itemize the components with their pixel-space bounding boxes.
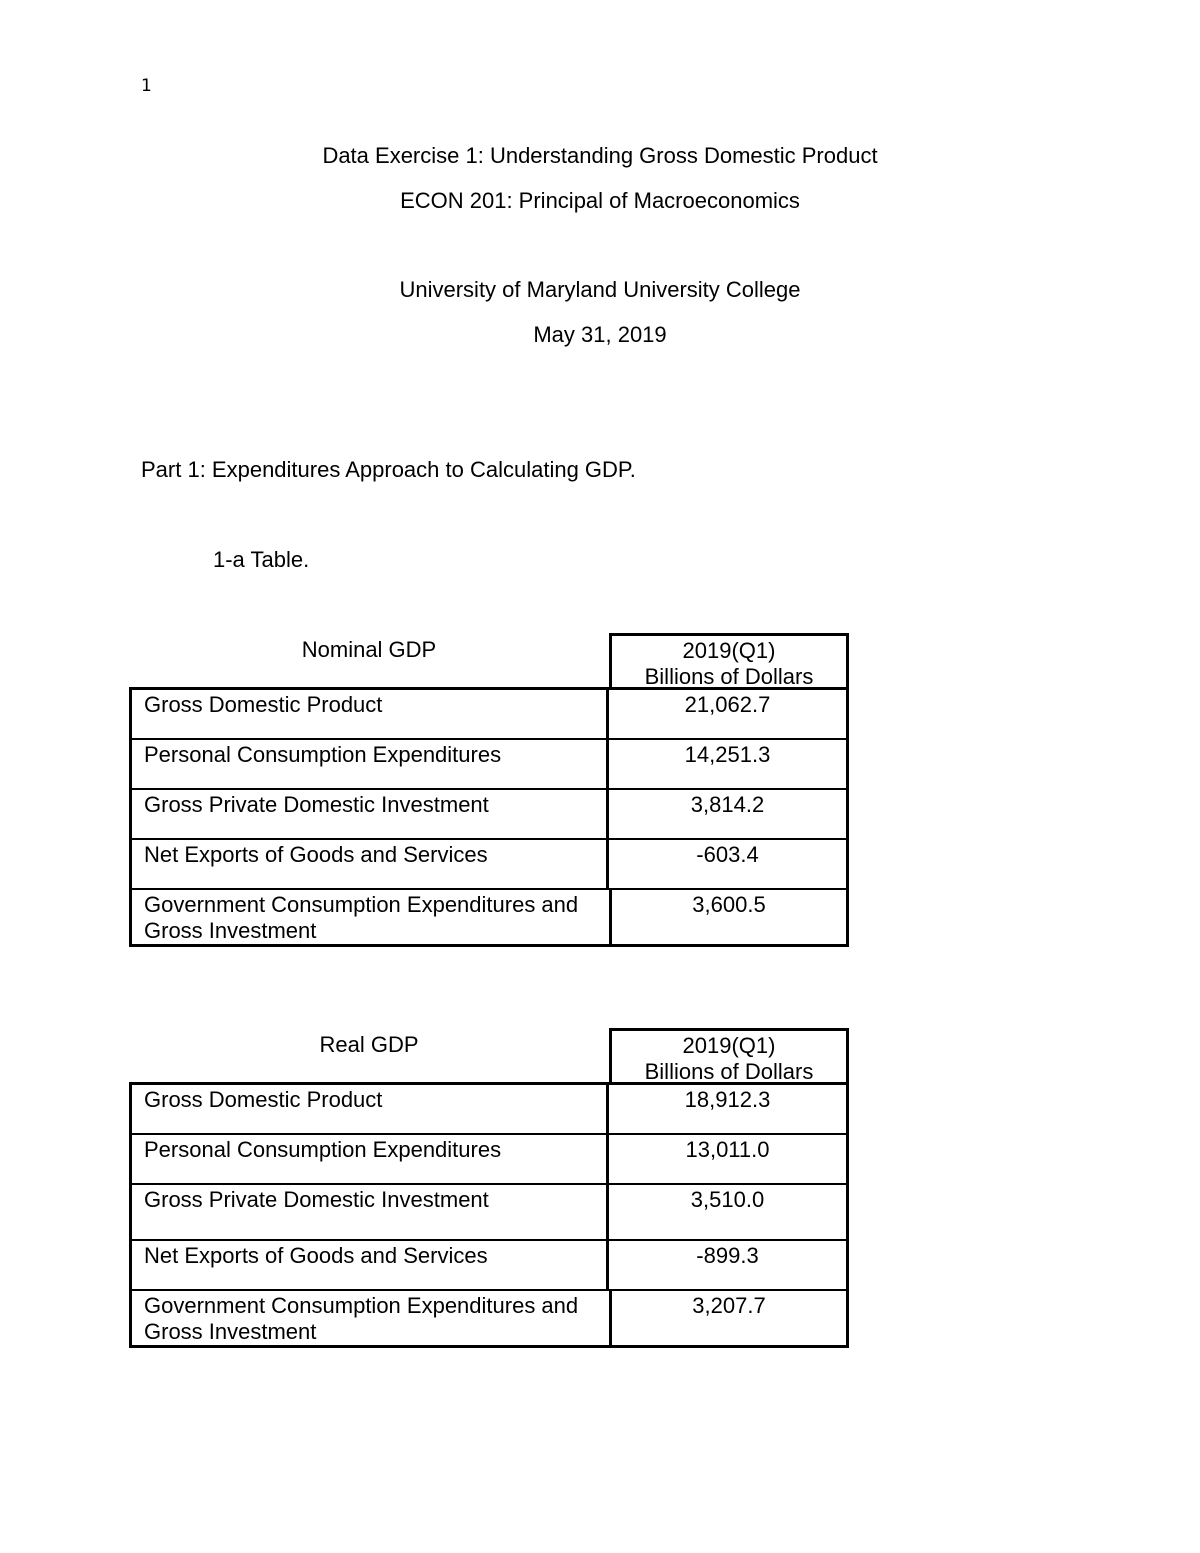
nominal-gdp-body <box>129 687 849 947</box>
nominal-gdp-unit-header <box>609 633 849 690</box>
part1-heading: Part 1: Expenditures Approach to Calculating GDP. <box>141 457 636 482</box>
real-gdp-label: Real GDP <box>319 1032 419 1057</box>
table-row <box>132 738 846 788</box>
row-value: 13,011.0 <box>685 1137 770 1162</box>
nominal-period-label: 2019(Q1) <box>682 638 776 663</box>
row-value: -603.4 <box>696 842 759 867</box>
row-label: Personal Consumption Expenditures <box>132 1135 609 1183</box>
row-value: 3,814.2 <box>690 792 765 817</box>
real-gdp-header <box>129 1028 849 1085</box>
row-label: Gross Domestic Product <box>132 690 609 738</box>
course-name: ECON 201: Principal of Macroeconomics <box>400 188 800 213</box>
document-title: Data Exercise 1: Understanding Gross Domestic Product <box>322 143 878 168</box>
row-value: 18,912.3 <box>684 1087 771 1112</box>
real-gdp-body <box>129 1082 849 1348</box>
row-label: Net Exports of Goods and Services <box>132 1241 609 1289</box>
table-row <box>132 838 846 888</box>
row-label: Net Exports of Goods and Services <box>132 840 609 888</box>
document-date: May 31, 2019 <box>533 322 667 347</box>
row-label: Gross Private Domestic Investment <box>132 1185 609 1239</box>
row-label: Personal Consumption Expenditures <box>132 740 609 788</box>
row-label: Government Consumption Expenditures and Gross Investment <box>132 1291 612 1345</box>
table-row <box>132 1085 846 1133</box>
page-number: 1 <box>141 76 152 96</box>
row-value: -899.3 <box>696 1243 759 1268</box>
real-period-label: 2019(Q1) <box>682 1033 776 1058</box>
table-row <box>132 888 846 944</box>
table-row <box>132 788 846 838</box>
nominal-unit-label: Billions of Dollars <box>644 664 814 689</box>
nominal-gdp-header <box>129 633 849 690</box>
table-row <box>132 690 846 738</box>
row-value: 3,600.5 <box>692 892 766 917</box>
row-value: 21,062.7 <box>684 692 771 717</box>
row-label: Government Consumption Expenditures and Gross Investment <box>132 890 612 944</box>
table-subheading: 1-a Table. <box>213 547 310 572</box>
row-value: 3,207.7 <box>692 1293 766 1318</box>
table-row <box>132 1289 846 1345</box>
row-value: 3,510.0 <box>690 1187 765 1212</box>
table-row <box>132 1183 846 1239</box>
nominal-gdp-table <box>129 633 849 947</box>
row-label: Gross Private Domestic Investment <box>132 790 609 838</box>
real-gdp-unit-header <box>609 1028 849 1085</box>
nominal-gdp-label: Nominal GDP <box>301 637 437 662</box>
table-row <box>132 1239 846 1289</box>
real-gdp-table <box>129 1028 849 1348</box>
institution-name: University of Maryland University College <box>399 277 801 302</box>
table-row <box>132 1133 846 1183</box>
row-value: 14,251.3 <box>684 742 771 767</box>
row-label: Gross Domestic Product <box>132 1085 609 1133</box>
real-unit-label: Billions of Dollars <box>644 1059 814 1084</box>
